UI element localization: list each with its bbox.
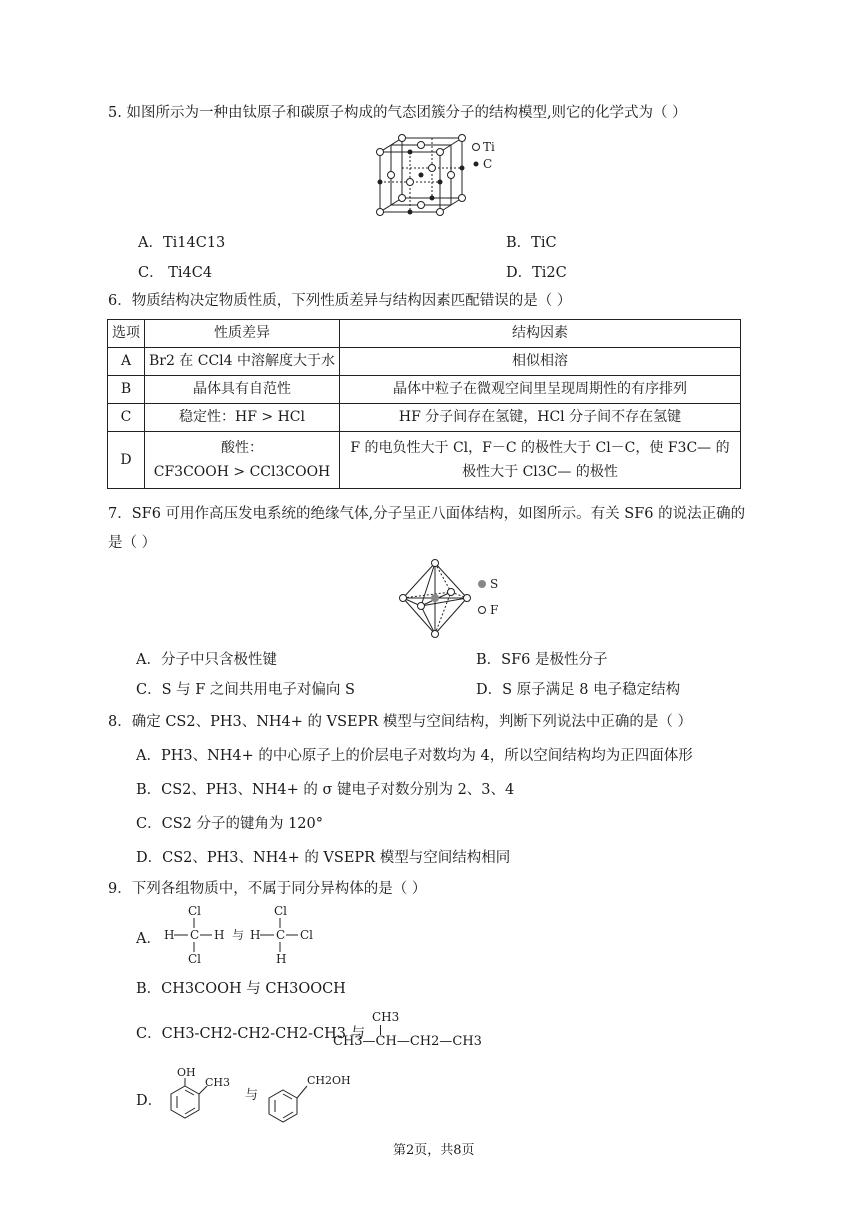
q7-octahedron-figure: [395, 558, 515, 642]
row-c-option: C: [108, 404, 145, 432]
header-property: 性质差异: [145, 320, 340, 348]
row-a-property: Br2 在 CCl4 中溶解度大于水: [145, 348, 340, 376]
q5-option-c: C． Ti4C4: [138, 265, 213, 281]
q9-d-oh-label: OH: [177, 1066, 196, 1079]
atom-cl: Cl: [300, 928, 314, 942]
header-reason: 结构因素: [340, 320, 741, 348]
q7-option-c: C．S 与 F 之间共用电子对偏向 S: [136, 682, 355, 698]
q7-stem-line2: 是（ ）: [108, 535, 157, 551]
atom-cl: Cl: [188, 952, 202, 966]
atom-cl: Cl: [274, 904, 288, 918]
atom-h: H: [276, 952, 287, 966]
row-d-reason-line1: F 的电负性大于 Cl，F－C 的极性大于 Cl－C，使 F3C— 的: [350, 440, 730, 456]
q9-option-d-structures: [155, 1066, 355, 1128]
atom-h: H: [214, 928, 225, 942]
row-b-option: B: [108, 376, 145, 404]
q9-option-c-left: C．CH3-CH2-CH2-CH2-CH3 与: [136, 1026, 366, 1042]
atom-c: C: [276, 928, 286, 942]
table-row: [108, 376, 741, 404]
table-header-row: [108, 320, 741, 348]
q9-option-d-label: D．: [136, 1093, 163, 1109]
q9-a-connector: 与: [232, 928, 245, 942]
table-row: [108, 432, 741, 489]
header-option: 选项: [108, 320, 145, 348]
q8-option-d: D．CS2、PH3、NH4+ 的 VSEPR 模型与空间结构相同: [136, 850, 511, 866]
q5-option-d: D．Ti2C: [506, 265, 567, 281]
q8-option-a: A．PH3、NH4+ 的中心原子上的价层电子对数均为 4，所以空间结构均为正四面体形: [136, 748, 693, 764]
q9-stem: 9．下列各组物质中，不属于同分异构体的是（ ）: [108, 881, 427, 897]
q9-option-a-label: A．: [136, 931, 161, 947]
row-d-option: D: [108, 432, 145, 489]
row-d-property-line1: 酸性：: [221, 440, 263, 456]
q5-option-a: A．Ti14C13: [138, 235, 226, 251]
q6-table: [107, 319, 741, 489]
row-c-property: 稳定性：HF > HCl: [145, 404, 340, 432]
q5-cluster-figure: [372, 130, 512, 222]
legend-ti-label: Ti: [483, 140, 495, 154]
table-row: [108, 348, 741, 376]
row-d-property: [145, 432, 340, 489]
q9-d-ch3-label: CH3: [205, 1076, 231, 1089]
q6-stem: 6．物质结构决定物质性质，下列性质差异与结构因素匹配错误的是（ ）: [108, 293, 572, 309]
atom-cl: Cl: [188, 904, 202, 918]
q7-option-d: D．S 原子满足 8 电子稳定结构: [476, 682, 681, 698]
legend-s-label: S: [490, 577, 499, 591]
row-a-reason: 相似相溶: [340, 348, 741, 376]
legend-c-label: C: [483, 157, 493, 171]
row-a-option: A: [108, 348, 145, 376]
q9-option-c-branch: CH3: [372, 1010, 400, 1024]
q5-stem: 5. 如图所示为一种由钛原子和碳原子构成的气态团簇分子的结构模型,则它的化学式为（ ）: [108, 105, 687, 121]
table-row: [108, 404, 741, 432]
q7-option-a: A．分子中只含极性键: [136, 652, 277, 668]
row-d-property-line2: CF3COOH > CCl3COOH: [153, 464, 331, 480]
q8-option-b: B．CS2、PH3、NH4+ 的 σ 键电子对数分别为 2、3、4: [136, 782, 515, 798]
row-d-reason-line2: 极性大于 Cl3C— 的极性: [462, 464, 618, 480]
q8-option-c: C．CS2 分子的键角为 120°: [136, 816, 323, 832]
q9-option-a-structures: [160, 902, 330, 968]
q9-option-c-chain: CH3—CH—CH2—CH3: [333, 1034, 482, 1049]
q9-d-connector: 与: [245, 1088, 259, 1103]
row-b-reason: 晶体中粒子在微观空间里呈现周期性的有序排列: [340, 376, 741, 404]
atom-h: H: [164, 928, 175, 942]
row-d-reason: [340, 432, 741, 489]
q8-stem: 8．确定 CS2、PH3、NH4+ 的 VSEPR 模型与空间结构，判断下列说法中正确的是（ ）: [108, 714, 693, 730]
page-footer: 第2页，共8页: [393, 1143, 475, 1158]
q7-stem-line1: 7．SF6 可用作高压发电系统的绝缘气体,分子呈正八面体结构，如图所示。有关 SF6 的说法正确的: [108, 506, 746, 522]
legend-f-label: F: [490, 603, 499, 617]
row-b-property: 晶体具有自范性: [145, 376, 340, 404]
q5-option-b: B．TiC: [506, 235, 557, 251]
row-c-reason: HF 分子间存在氢键，HCl 分子间不存在氢键: [340, 404, 741, 432]
q9-option-b: B．CH3COOH 与 CH3OOCH: [136, 981, 346, 997]
atom-c: C: [190, 928, 200, 942]
q9-d-ch2oh-label: CH2OH: [307, 1074, 351, 1087]
atom-h: H: [250, 928, 261, 942]
q7-option-b: B．SF6 是极性分子: [476, 652, 608, 668]
